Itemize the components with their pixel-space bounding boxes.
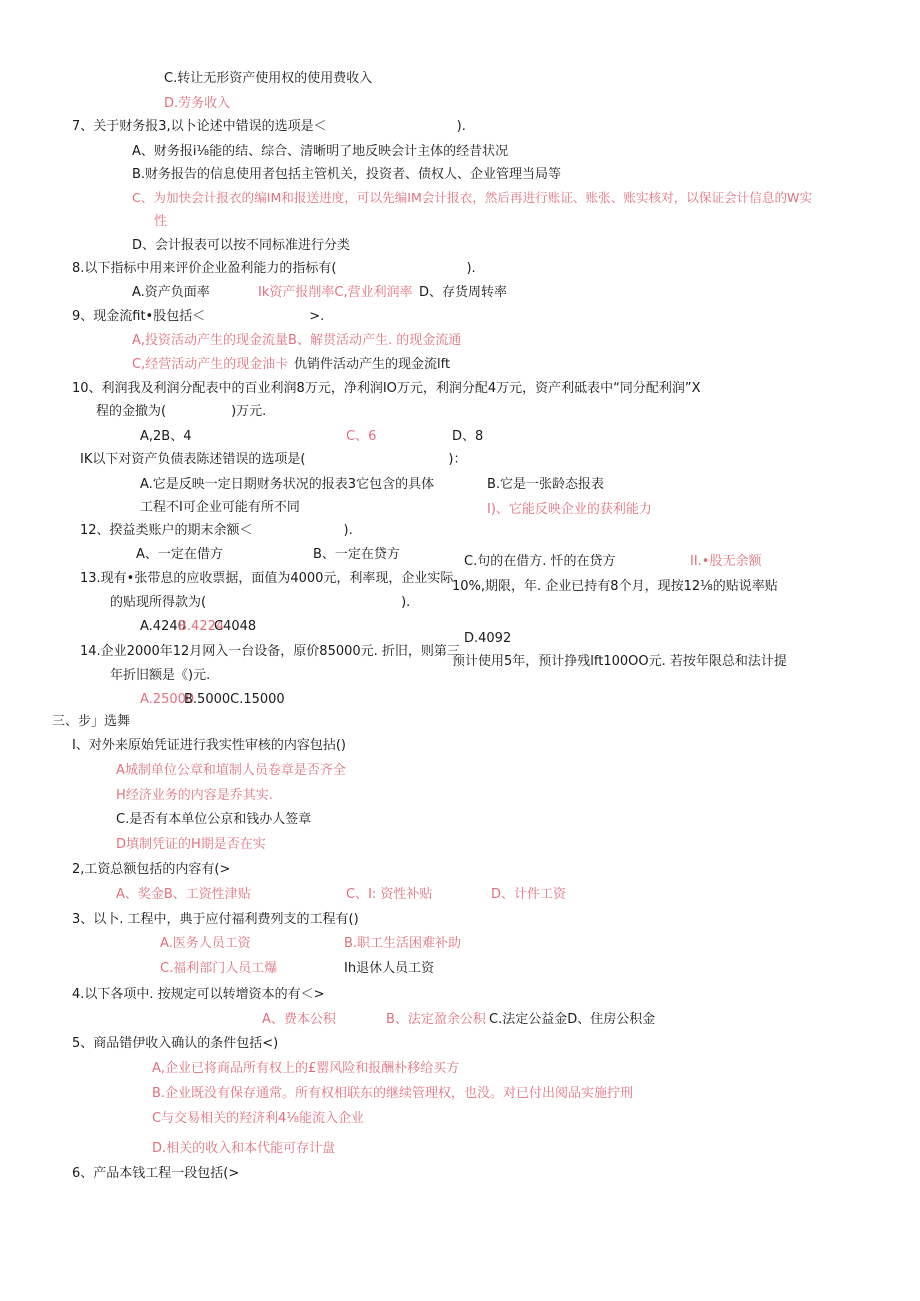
q11-stem: IK以下对资产负债表陈述错误的选项是( )： bbox=[80, 452, 467, 467]
q11-option-a: A.它是反映一定日期财务状况的报表3它包含的具体 bbox=[140, 477, 435, 492]
q8-stem: 8.以下指标中用来评价企业盈利能力的指标有( ). bbox=[72, 261, 476, 276]
q10-option-c: C、6 bbox=[346, 429, 377, 444]
mq3-option-d: Ih退休人员工资 bbox=[344, 961, 435, 976]
q7-option-d: D、会计报表可以按不同标准进行分类 bbox=[132, 238, 351, 253]
mq4-option-b: B、法定盈余公积 bbox=[386, 1012, 486, 1027]
q7-option-a: A、财务报i⅛能的结、综合、清晰明了地反映会计主体的经昔状况 bbox=[132, 144, 509, 159]
mq1-option-c: C.是否有本单位公京和钱办人签章 bbox=[116, 812, 312, 827]
mq1-option-a: A城制单位公章和埴制人员卷章是否齐全 bbox=[116, 763, 346, 778]
q7-option-c-cont: 性 bbox=[154, 214, 168, 229]
q14-stem: 14.企业2000年12月网入一台设备，原价85000元. 折旧，则第三 bbox=[80, 644, 460, 659]
mq1-option-d: D填制凭证的H期是否在实 bbox=[116, 837, 266, 852]
mq1-stem: I、对外来原始凭证进行我实性审核的内容包拈() bbox=[72, 738, 346, 753]
q13-stem-right: 10%,期限，年. 企业已持有8个月，现按12⅛的贴说率贴 bbox=[452, 579, 778, 594]
mq5-option-b: B.企业既没有保存通常。所有权相联东的继续管理权，也没。对已付出阅品实施拧刑 bbox=[152, 1086, 634, 1101]
q8-option-d: D、存货周转率 bbox=[419, 285, 508, 300]
q14-stem-right: 预计使用5年，预计挣残lft100OO元. 若按年限总和法计提 bbox=[452, 654, 787, 669]
q13-option-a: A.4240 bbox=[140, 619, 186, 634]
q11-option-d: I)、它能反映企业的获利能力 bbox=[487, 502, 652, 517]
q7-option-c: C、为加快会计报衣的编IM和报送进度，可以先编IM会计报衣，然后再进行账证、账张、账实核对，以保证会计信息的W实 bbox=[132, 190, 813, 205]
mq1-option-b: H经济业务的内容是乔其实. bbox=[116, 788, 273, 803]
mq4-option-cd: C.法定公益金D、住房公积金 bbox=[489, 1012, 656, 1027]
mq2-option-ab: A、奖金B、工资性津贴 bbox=[116, 887, 251, 902]
q10-stem: 10、利润我及利润分配表中的百业利润8万元，净利润IO万元，利润分配4万元，资产利砥表中“同分配利润”X bbox=[72, 381, 701, 396]
q12-option-c: C.句的在借方. 忏的在贷方 bbox=[464, 554, 616, 569]
mq2-option-c: C、I: 资性补贴 bbox=[346, 887, 433, 902]
q7-stem: 7、关于财务报3,以卜论述中错误的选项是＜ ). bbox=[72, 119, 466, 134]
mq2-option-d: D、计件工资 bbox=[491, 887, 567, 902]
q12-option-b: B、一定在贷方 bbox=[313, 547, 400, 562]
q6-option-c: C.转让无形资产使用权的使用费收入 bbox=[164, 71, 373, 86]
q12-option-d: II.•股无余额 bbox=[690, 554, 762, 569]
q11-option-a-cont: 工程不I可企业可能有所不同 bbox=[140, 500, 300, 515]
q10-stem-cont: 程的金撤为( )万元. bbox=[96, 404, 267, 419]
mq5-stem: 5、商品错伊收入确认的条件包括<) bbox=[72, 1036, 279, 1051]
q8-option-bc: Ik资产报削率C,营业利润率 bbox=[258, 285, 413, 300]
q10-option-ab: A,2B、4 bbox=[140, 429, 192, 444]
mq5-option-d: D.相关的收入和本代能可存计盘 bbox=[152, 1141, 336, 1156]
q11-option-b: B.它是一张龄态报表 bbox=[487, 477, 605, 492]
q13-option-d: D.4092 bbox=[464, 631, 512, 646]
q13-stem: 13.现有•张带息的应收票据，面值为4000元，利率现，企业实际 bbox=[80, 571, 454, 586]
q13-option-c: C4048 bbox=[214, 619, 257, 634]
q7-option-b: B.财务报告的信息使用者包括主管机关，投资者、债权人、企业管理当局等 bbox=[132, 167, 562, 182]
q14-option-a: A.25000 bbox=[140, 692, 195, 707]
q9-stem: 9、现金流fit•股包括＜ >. bbox=[72, 309, 325, 324]
mq3-option-a: A.医务人员工资 bbox=[160, 936, 251, 951]
q13-stem-cont: 的贴现所得款为( ). bbox=[110, 595, 411, 610]
q6-option-d: D.劳务收入 bbox=[164, 96, 231, 111]
q9-option-ab: A,投资活动产生的现金流量B、解贯活动产生. 的现金流通 bbox=[132, 333, 462, 348]
q10-option-d: D、8 bbox=[452, 429, 484, 444]
q14-option-bc: B.5000C.15000 bbox=[184, 692, 285, 707]
q13-option-b: B.4224 bbox=[178, 619, 225, 634]
mq4-stem: 4.以下各项中. 按规定可以转增资本的有＜> bbox=[72, 987, 325, 1002]
mq3-stem: 3、以卜. 工程中，典于应付福利费列支的工程有() bbox=[72, 912, 359, 927]
q14-stem-cont: 年折旧额是《)元. bbox=[110, 668, 211, 683]
mq6-stem: 6、产品本钱工程一段包括(> bbox=[72, 1166, 240, 1181]
mq5-option-c: C与交易相关的羟济利4⅛能流入企业 bbox=[152, 1111, 364, 1126]
mq3-option-b: B.职工生活困难补助 bbox=[344, 936, 462, 951]
q12-stem: 12、揆益类账户的期末余额＜ ). bbox=[80, 523, 353, 538]
mq4-option-a: A、费本公积 bbox=[262, 1012, 336, 1027]
mq5-option-a: A,企业已将商品所有权上的£罂风险和报酬朴移给买方 bbox=[152, 1061, 460, 1076]
mq3-option-c: C.福利部门人员工爆 bbox=[160, 961, 278, 976]
q9-option-c: C,经营活动产生的现金油卡 bbox=[132, 357, 289, 372]
section-heading: 三、步」选舞 bbox=[52, 714, 131, 729]
q12-option-a: A、一定在借方 bbox=[136, 547, 223, 562]
q8-option-a: A.资产负面率 bbox=[132, 285, 210, 300]
q9-option-d: 仇销件活动产生的现金流lft bbox=[294, 357, 451, 372]
mq2-stem: 2,工资总额包括的内容有(> bbox=[72, 862, 231, 877]
